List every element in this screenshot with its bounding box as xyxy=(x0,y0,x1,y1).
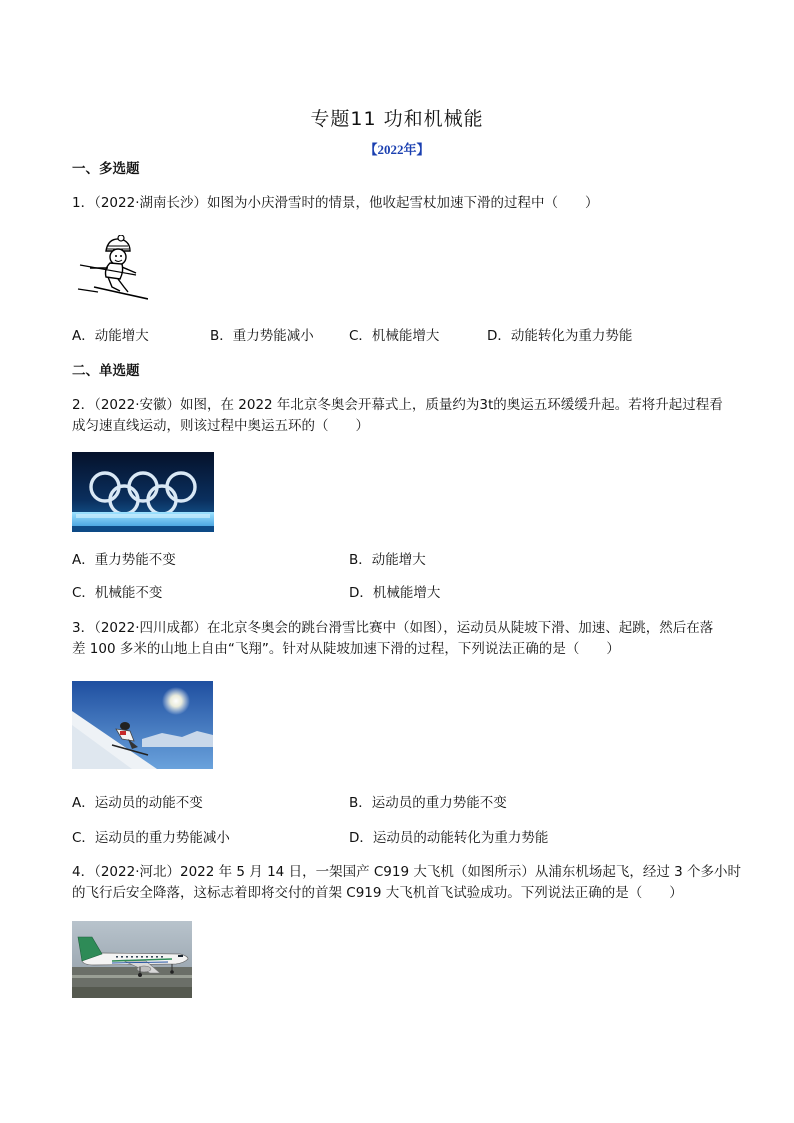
q2-stem-line2: 成匀速直线运动，则该过程中奥运五环的（ ） xyxy=(72,418,369,434)
q1-option-d: D．动能转化为重力势能 xyxy=(487,328,633,344)
q2-option-d: D．机械能增大 xyxy=(349,585,441,601)
q3-option-c: C．运动员的重力势能减小 xyxy=(72,830,230,846)
q2-olympic-rings-photo xyxy=(72,452,214,532)
q3-option-a: A．运动员的动能不变 xyxy=(72,795,203,811)
page-title: 专题11 功和机械能 xyxy=(310,108,484,130)
q1-option-c: C．机械能增大 xyxy=(349,328,440,344)
q2-option-c: C．机械能不变 xyxy=(72,585,163,601)
q1-option-b: B．重力势能减小 xyxy=(210,328,314,344)
q3-option-b: B．运动员的重力势能不变 xyxy=(349,795,507,811)
q3-option-d: D．运动员的动能转化为重力势能 xyxy=(349,830,549,846)
q1-option-a: A．动能增大 xyxy=(72,328,149,344)
section-heading-multi: 一、多选题 xyxy=(72,161,140,177)
q3-stem-line2: 差 100 多米的山地上自由“飞翔”。针对从陡坡加速下滑的过程，下列说法正确的是（ ） xyxy=(72,641,620,657)
year-tag: 【2022年】 xyxy=(364,142,430,157)
q4-stem-line2: 的飞行后安全降落，这标志着即将交付的首架 C919 大飞机首飞试验成功。下列说法正确的是（ ） xyxy=(72,885,683,901)
q1-stem: 1．（2022·湖南长沙）如图为小庆滑雪时的情景，他收起雪杖加速下滑的过程中（ ） xyxy=(72,195,599,211)
q2-option-a: A．重力势能不变 xyxy=(72,552,176,568)
q2-stem-line1: 2．（2022·安徽）如图，在 2022 年北京冬奥会开幕式上，质量约为3t的奥运五环缓缓升起。若将升起过程看 xyxy=(72,397,723,413)
q2-option-b: B．动能增大 xyxy=(349,552,426,568)
q3-stem-line1: 3．（2022·四川成都）在北京冬奥会的跳台滑雪比赛中（如图），运动员从陡坡下滑、加速、起跳，然后在落 xyxy=(72,620,714,636)
section-heading-single: 二、单选题 xyxy=(72,363,140,379)
q4-c919-aircraft-photo xyxy=(72,921,192,998)
q1-skier-illustration xyxy=(76,235,148,301)
q3-ski-jump-photo xyxy=(72,681,213,769)
q4-stem-line1: 4．（2022·河北）2022 年 5 月 14 日，一架国产 C919 大飞机（如图所示）从浦东机场起飞，经过 3 个多小时 xyxy=(72,864,742,880)
